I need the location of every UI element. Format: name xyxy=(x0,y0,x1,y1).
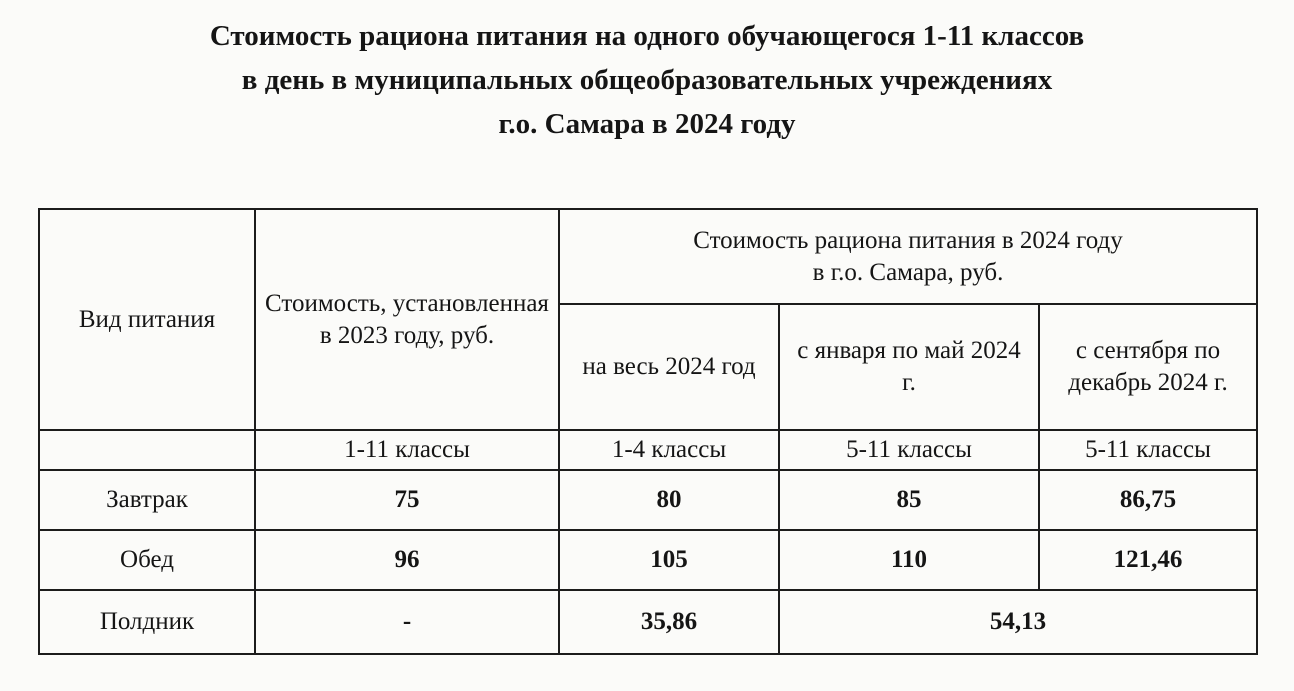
grades-full-year: 1-4 классы xyxy=(559,430,779,470)
lunch-full-year: 105 xyxy=(559,530,779,590)
row-label-breakfast: Завтрак xyxy=(39,470,255,530)
grades-row xyxy=(39,430,1257,470)
header-full-year: на весь 2024 год xyxy=(559,304,779,430)
grades-2023: 1-11 классы xyxy=(255,430,559,470)
header-meal-type: Вид питания xyxy=(39,209,255,430)
header-cost-2024-line-2: в г.о. Самара, руб. xyxy=(812,258,1004,286)
snack-2023: - xyxy=(255,590,559,654)
title-line-1: Стоимость рациона питания на одного обучающегося 1-11 классов xyxy=(209,20,1085,52)
grades-empty-cell xyxy=(39,430,255,470)
header-cost-2024-group xyxy=(559,209,1257,304)
table-row-breakfast xyxy=(39,470,1257,530)
breakfast-jan-may: 85 xyxy=(779,470,1039,530)
table-row-lunch xyxy=(39,530,1257,590)
lunch-sep-dec: 121,46 xyxy=(1039,530,1257,590)
header-jan-may: с января по май 2024 г. xyxy=(779,304,1039,430)
document-title xyxy=(0,14,1294,146)
lunch-2023: 96 xyxy=(255,530,559,590)
grades-sep-dec: 5-11 классы xyxy=(1039,430,1257,470)
lunch-jan-may: 110 xyxy=(779,530,1039,590)
title-line-3: г.о. Самара в 2024 году xyxy=(498,108,796,140)
table-row-snack xyxy=(39,590,1257,654)
row-label-lunch: Обед xyxy=(39,530,255,590)
snack-5-11-merged: 54,13 xyxy=(779,590,1257,654)
breakfast-full-year: 80 xyxy=(559,470,779,530)
breakfast-2023: 75 xyxy=(255,470,559,530)
meal-cost-table xyxy=(38,208,1258,655)
title-line-2: в день в муниципальных общеобразовательных учреждениях xyxy=(241,64,1053,96)
row-label-snack: Полдник xyxy=(39,590,255,654)
grades-jan-may: 5-11 классы xyxy=(779,430,1039,470)
snack-full-year: 35,86 xyxy=(559,590,779,654)
header-cost-2024-line-1: Стоимость рациона питания в 2024 году xyxy=(693,226,1123,254)
header-cost-2023: Стоимость, установленная в 2023 году, руб. xyxy=(255,209,559,430)
header-sep-dec: с сентября по декабрь 2024 г. xyxy=(1039,304,1257,430)
header-row-1 xyxy=(39,209,1257,304)
breakfast-sep-dec: 86,75 xyxy=(1039,470,1257,530)
